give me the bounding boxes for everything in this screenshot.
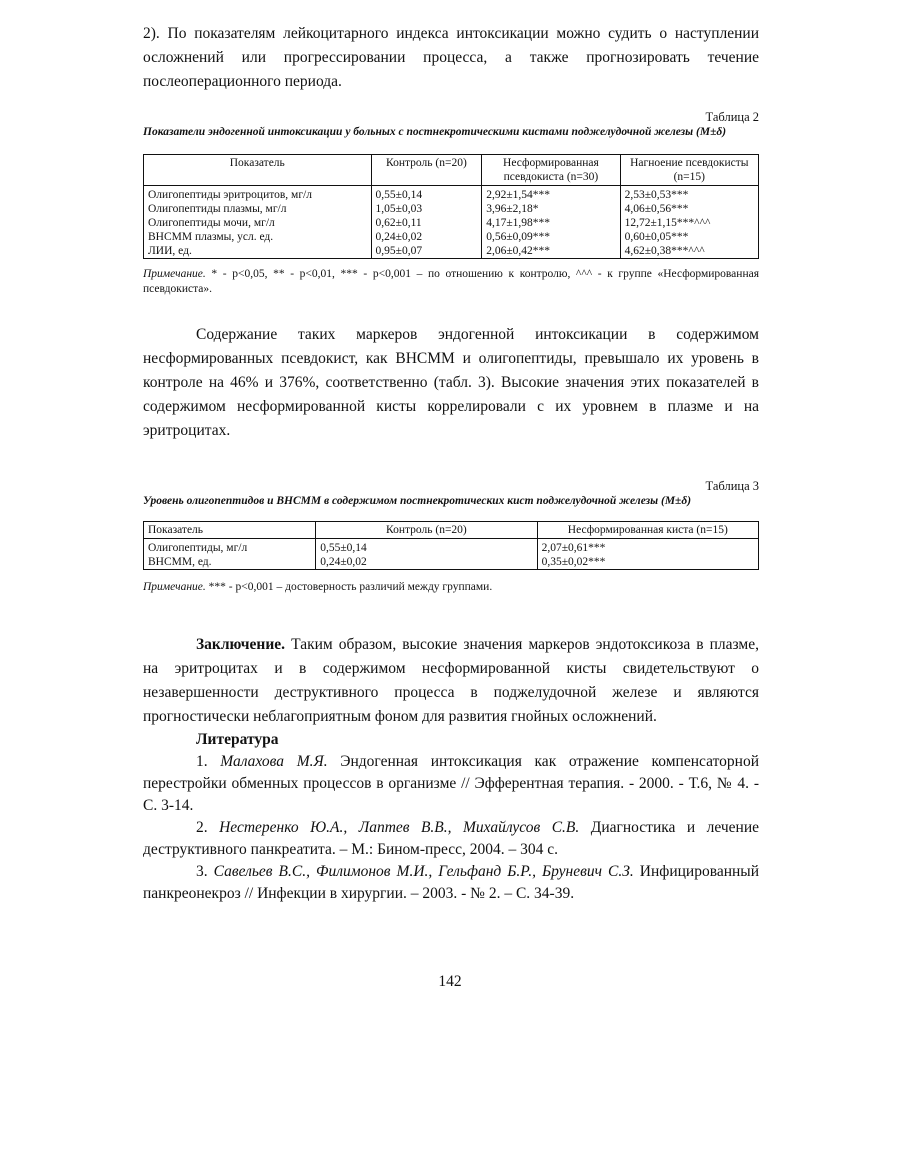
table2-header: Контроль (n=20) <box>371 155 482 186</box>
table-cell: 0,55±0,14 <box>371 186 482 203</box>
table-cell: 12,72±1,15***^^^ <box>620 216 758 230</box>
table2-note <box>143 267 759 297</box>
table-cell: 2,06±0,42*** <box>482 244 620 259</box>
reference-text: Инфицированный панкреонекроз // Инфекции в хирургии. – 2003. - № 2. – С. 34-39. <box>143 863 760 902</box>
table-row <box>144 555 759 570</box>
table-row <box>144 216 759 230</box>
table3 <box>143 521 759 570</box>
table-cell: ВНСММ плазмы, усл. ед. <box>144 230 372 244</box>
page-number: 142 <box>438 973 462 990</box>
table-cell: 4,06±0,56*** <box>620 202 758 216</box>
table-cell: 3,96±2,18* <box>482 202 620 216</box>
reference-number: 1. <box>196 753 208 770</box>
middle-paragraph: Содержание таких маркеров эндогенной интоксикации в содержимом несформированных псевдокист, как ВНСММ и олигопептиды, превышало их уровень в контроле на 46% и 376%, соответственно (табл. 3). Высокие значения этих показателей в содержимом несформированной кисты коррелировали с их уровнем в плазме и на эритроцитах. <box>143 326 759 439</box>
reference-text: Эндогенная интоксикация как отражение компенсаторной перестройки обменных процессов в организме // Эфферентная терапия. - 2000. - Т.6, № 4. - С. 3-14. <box>143 753 759 814</box>
table-cell: Олигопептиды плазмы, мг/л <box>144 202 372 216</box>
table-cell: Олигопептиды эритроцитов, мг/л <box>144 186 372 203</box>
reference-item <box>143 861 759 905</box>
table2 <box>143 154 759 259</box>
table-row <box>144 186 759 203</box>
table-cell: ВНСММ, ед. <box>144 555 316 570</box>
reference-number: 3. <box>196 863 208 880</box>
table-cell: 0,95±0,07 <box>371 244 482 259</box>
table-cell: 0,24±0,02 <box>316 555 537 570</box>
table-cell: 1,05±0,03 <box>371 202 482 216</box>
conclusion-paragraph <box>143 633 759 729</box>
table-cell: 0,35±0,02*** <box>537 555 758 570</box>
table-cell: 0,62±0,11 <box>371 216 482 230</box>
table-row <box>144 202 759 216</box>
table-cell: 0,55±0,14 <box>316 539 537 556</box>
table-row <box>144 539 759 556</box>
reference-text: Диагностика и лечение деструктивного панкреатита. – М.: Бином-пресс, 2004. – 304 с. <box>143 819 760 858</box>
table3-header: Контроль (n=20) <box>316 522 537 539</box>
table-cell: 2,92±1,54*** <box>482 186 620 203</box>
reference-number: 2. <box>196 819 208 836</box>
table-cell: Олигопептиды мочи, мг/л <box>144 216 372 230</box>
conclusion-label: Заключение. <box>196 636 286 653</box>
note-label: Примечание. <box>143 268 206 280</box>
table3-number: Таблица 3 <box>705 479 759 493</box>
table3-note <box>143 580 759 595</box>
reference-item <box>143 817 759 861</box>
reference-authors: Малахова М.Я. <box>220 753 328 770</box>
table-cell: 4,62±0,38***^^^ <box>620 244 758 259</box>
table-cell: 4,17±1,98*** <box>482 216 620 230</box>
table-cell: 2,07±0,61*** <box>537 539 758 556</box>
table2-header: Нагноение псевдокисты (n=15) <box>620 155 758 186</box>
table3-header: Показатель <box>144 522 316 539</box>
table2-header: Показатель <box>144 155 372 186</box>
conclusion-text: Таким образом, высокие значения маркеров эндотоксикоза в плазме, на эритроцитах и в содержимом несформированной кисты свидетельствуют о незавершенности деструктивного процесса в поджелудочной железе и являются прогностически неблагоприятным фоном для развития гнойных осложнений. <box>143 636 759 725</box>
table2-header: Несформированная псевдокиста (n=30) <box>482 155 620 186</box>
document-page <box>143 22 759 905</box>
reference-authors: Нестеренко Ю.А., Лаптев В.В., Михайлусов С.В. <box>219 819 580 836</box>
literature-heading: Литература <box>196 731 279 748</box>
table-cell: 2,53±0,53*** <box>620 186 758 203</box>
reference-item <box>143 751 759 817</box>
table-cell: 0,60±0,05*** <box>620 230 758 244</box>
note-label: Примечание. <box>143 581 206 593</box>
intro-paragraph: 2). По показателям лейкоцитарного индекса интоксикации можно судить о наступлении осложнений или прогрессировании процесса, а также прогнозировать течение послеоперационного периода. <box>143 25 759 90</box>
table3-header: Несформированная киста (n=15) <box>537 522 758 539</box>
table-cell: Олигопептиды, мг/л <box>144 539 316 556</box>
table3-caption: Уровень олигопептидов и ВНСММ в содержимом постнекротических кист поджелудочной железы (M±δ) <box>143 495 692 507</box>
table-row <box>144 230 759 244</box>
note-text: *** - p<0,001 – достоверность различий между группами. <box>208 581 493 593</box>
table-cell: 0,24±0,02 <box>371 230 482 244</box>
note-text: * - p<0,05, ** - p<0,01, *** - p<0,001 – по отношению к контролю, ^^^ - к группе «Несформированная псевдокиста». <box>143 268 759 295</box>
table-cell: ЛИИ, ед. <box>144 244 372 259</box>
table2-number: Таблица 2 <box>705 110 759 124</box>
table2-caption: Показатели эндогенной интоксикации у больных с постнекротическими кистами поджелудочной железы (M±δ) <box>143 126 727 138</box>
reference-authors: Савельев В.С., Филимонов М.И., Гельфанд Б.Р., Бруневич С.З. <box>213 863 634 880</box>
table-cell: 0,56±0,09*** <box>482 230 620 244</box>
table-row <box>144 244 759 259</box>
